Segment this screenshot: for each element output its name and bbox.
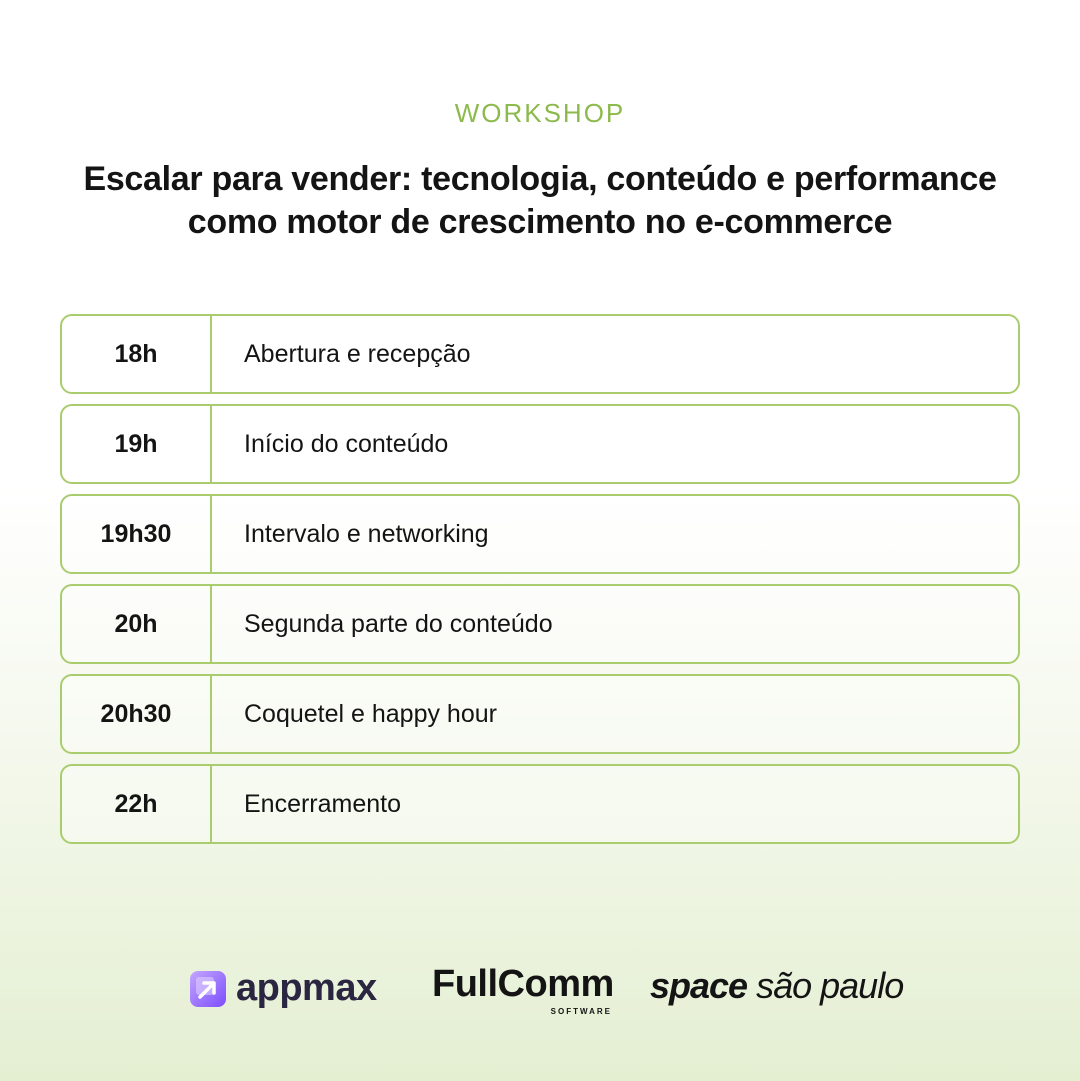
page-title <box>20 158 1060 244</box>
schedule-time: 20h30 <box>62 676 212 752</box>
schedule-time: 22h <box>62 766 212 842</box>
appmax-wordmark: appmax <box>236 967 377 1009</box>
schedule-time: 18h <box>62 316 212 392</box>
schedule-label: Intervalo e networking <box>244 519 489 548</box>
schedule-row <box>60 494 1020 574</box>
schedule-row <box>60 314 1020 394</box>
schedule-label: Segunda parte do conteúdo <box>244 609 553 638</box>
schedule-label: Início do conteúdo <box>244 429 449 458</box>
schedule-label: Coquetel e happy hour <box>244 699 497 728</box>
schedule-table <box>60 314 1020 854</box>
schedule-label: Abertura e recepção <box>244 339 471 368</box>
schedule-label: Encerramento <box>244 789 402 818</box>
schedule-time: 20h <box>62 586 212 662</box>
event-type-label: WORKSHOP <box>454 98 626 128</box>
schedule-row <box>60 674 1020 754</box>
space-sao-paulo-logo <box>650 965 903 1007</box>
schedule-time: 19h30 <box>62 496 212 572</box>
schedule-row <box>60 764 1020 844</box>
sponsor-logos <box>0 955 1080 1025</box>
appmax-logo <box>190 967 377 1010</box>
fullcomm-wordmark: FullComm <box>432 963 614 1005</box>
title-line-2: como motor de crescimento no e-commerce <box>187 203 893 241</box>
space-wordmark: space <box>650 965 748 1006</box>
schedule-row <box>60 404 1020 484</box>
fullcomm-subtitle: SOFTWARE <box>550 1007 612 1016</box>
schedule-time: 19h <box>62 406 212 482</box>
appmax-mark-icon <box>190 971 226 1007</box>
fullcomm-logo <box>432 963 614 1019</box>
sao-paulo-wordmark: são paulo <box>756 965 904 1006</box>
schedule-row <box>60 584 1020 664</box>
title-line-1: Escalar para vender: tecnologia, conteúdo e performance <box>83 160 997 198</box>
